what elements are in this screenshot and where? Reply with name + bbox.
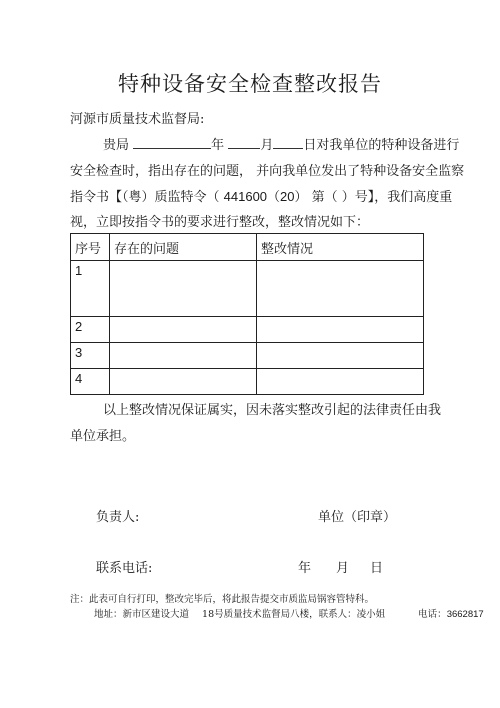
header-fix: 整改情况	[257, 234, 424, 261]
date-year: 年	[298, 561, 312, 576]
row-no: 3	[71, 343, 110, 369]
row-fix[interactable]	[257, 343, 424, 369]
para2-line2: 单位承担。	[70, 429, 136, 444]
header-issue: 存在的问题	[110, 234, 257, 261]
para2-line1: 以上整改情况保证属实，因未落实整改引起的法律责任由我	[103, 403, 442, 418]
row-no: 4	[71, 369, 110, 395]
month-blank	[228, 136, 260, 149]
para1-line1	[103, 134, 459, 153]
date-month: 月	[336, 561, 350, 576]
recipient-line: 河源市质量技术监督局:	[70, 112, 205, 127]
table-row	[71, 369, 424, 395]
row-issue[interactable]	[110, 369, 257, 395]
row-issue[interactable]	[110, 343, 257, 369]
footer-address	[94, 606, 484, 620]
table-row	[71, 261, 424, 317]
para1-line3-b: 第（ ）号】，我们高度重	[311, 190, 453, 205]
footer-address-b: 18号质量技术监督局八楼，联系人：凌小姐	[202, 609, 386, 620]
para1-part-b: 日对我单位的特种设备进行	[303, 138, 460, 153]
para1-year: 年	[211, 138, 225, 153]
table-row	[71, 343, 424, 369]
row-no: 1	[71, 261, 110, 317]
year-blank	[133, 136, 211, 149]
row-fix[interactable]	[257, 261, 424, 317]
rectification-table	[70, 233, 424, 395]
table-header-row	[71, 234, 424, 261]
row-no: 2	[71, 317, 110, 343]
row-issue[interactable]	[110, 261, 257, 317]
table-row	[71, 317, 424, 343]
para1-month: 月	[260, 138, 274, 153]
unit-seal-label: 单位（印章）	[318, 510, 397, 525]
document-title: 特种设备安全检查整改报告	[118, 72, 382, 96]
para1-part-a: 贵局	[103, 138, 130, 153]
footer-address-a: 地址：新市区建设大道	[94, 609, 190, 620]
row-fix[interactable]	[257, 369, 424, 395]
header-no: 序号	[71, 234, 110, 261]
footer-phone: 3662817	[446, 609, 484, 620]
contact-phone-label: 联系电话:	[96, 561, 153, 576]
order-number: 441600（20）	[223, 189, 308, 204]
footer-note: 注：此表可自行打印，整改完毕后，将此报告提交市质监局锅容管特科。	[70, 594, 375, 605]
day-blank	[273, 136, 303, 149]
para1-line3-a: 指令书【（粤）质监特令（	[70, 190, 220, 205]
para1-line4: 视，立即按指令书的要求进行整改，整改情况如下：	[70, 215, 370, 230]
row-issue[interactable]	[110, 317, 257, 343]
para1-line2: 安全检查时，指出存在的问题， 并向我单位发出了特种设备安全监察	[70, 164, 465, 179]
date-day: 日	[370, 561, 384, 576]
footer-phone-label: 电话：	[418, 609, 447, 620]
row-fix[interactable]	[257, 317, 424, 343]
person-in-charge-label: 负责人:	[96, 510, 140, 525]
para1-line3	[70, 186, 452, 205]
